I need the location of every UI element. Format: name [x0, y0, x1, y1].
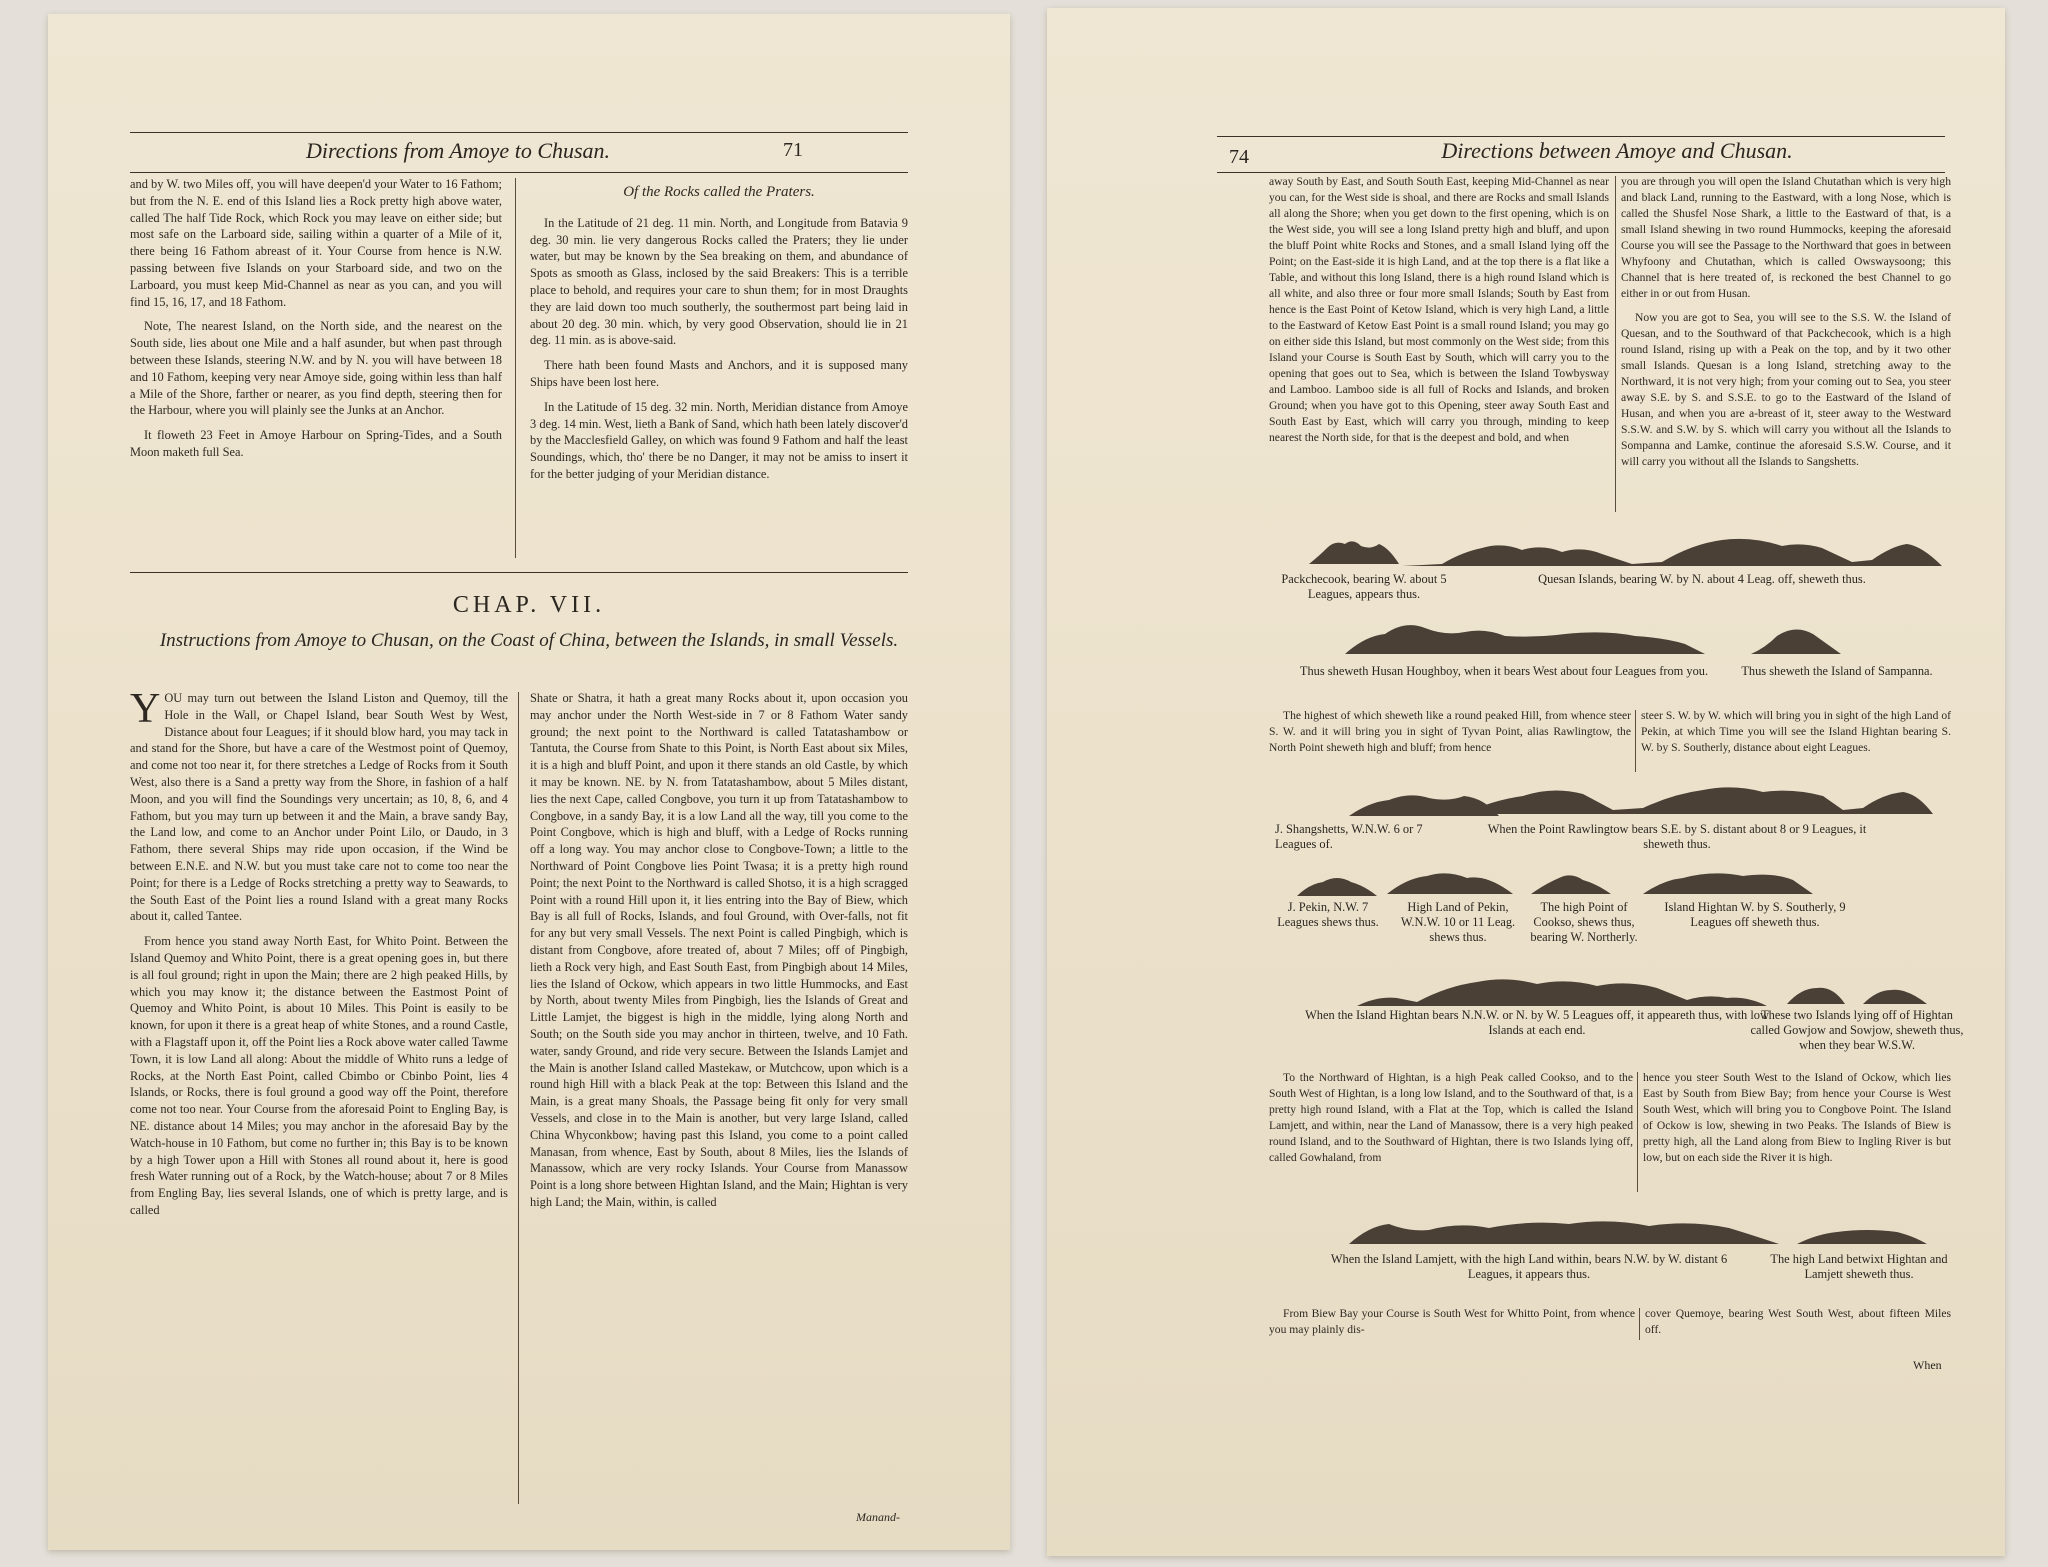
- column-divider: [515, 178, 516, 558]
- paragraph: away South by East, and South South East, keeping Mid-Channel as near you can, for the West side is shoal, and there are Rocks and small Islands all along the Shore; when you get down to the first opening, which is on the West side, you will see a long Island pretty high and bluff, and upon the bluff Point white Rocks and Stones, and a small Island lying off the Point; on the East-side it is high Land, and at the top there is a flat like a Table, and without this long Island, there is a high round Island which is all white, and also three or four more small Islands; South by East from hence is the East Point of Ketow Island, which is very high Land, a little to the Eastward of Ketow East Point is a small round Island; you may go on either side this Island, but most commonly on the West side; from this Island your Course is South East by South, which will carry you to the opening that goes out to Sea, which is between the Island Towbysway and Lamboo. Lamboo side is all full of Rocks and Islands, and broken Ground; when you have got to this Opening, steer away South East and South East by East, which will carry you through, minding to keep nearest the North side, for that is the deepest and bold, and when: [1269, 175, 1609, 444]
- coastal-profile-sampanna: [1751, 622, 1841, 656]
- page-number: 74: [1229, 146, 1249, 168]
- chapter-title: CHAP. VII.: [452, 592, 606, 618]
- chapter-subtitle: Instructions from Amoye to Chusan, on the Coast of China, between the Islands, in small Vessels.: [159, 630, 899, 651]
- column-divider: [1639, 1308, 1640, 1340]
- column-divider: [1637, 1072, 1638, 1192]
- caption-hightan-nnw: When the Island Hightan bears N.N.W. or N. by W. 5 Leagues off, it appeareth thus, with low Islands at each end.: [1305, 1008, 1769, 1037]
- paragraph: To the Northward of Hightan, is a high Peak called Cookso, and to the South West of Hightan, is a long low Island, and to the Southward of that, is a pretty high round Island, with a Flat at the Top, which is called the Island Lamjett, and within, near the Land of Manassow, there is a very high peaked round Island, and to the Southward of Hightan, there is two Islands lying off, called Gowhaland, from: [1269, 1071, 1633, 1164]
- paragraph: The highest of which sheweth like a round peaked Hill, from whence steer S. W. and it will bring you in sight of Tyvan Point, alias Rawlingtow, the North Point sheweth high and bluff; from hence: [1269, 709, 1631, 754]
- paragraph: From Biew Bay your Course is South West for Whitto Point, from whence you may plainly dis-: [1269, 1307, 1635, 1336]
- column-divider: [518, 692, 519, 1504]
- drop-cap: Y: [130, 690, 161, 732]
- caption-husan: Thus sheweth Husan Houghboy, when it bears West about four Leagues from you.: [1299, 664, 1709, 678]
- coastal-profile-pekin-high: [1387, 868, 1513, 896]
- paragraph: Note, The nearest Island, on the North side, and the nearest on the South side, lies about one Mile and a half asunder, but when past through between these Islands, steering N.W. and by N. you will have between 18 and 10 Fathom, keeping very near Amoye side, going within less than half a Mile of the Shore, farther or nearer, as you find depth, steering then for the Harbour, where you will plainly see the Junks at an Anchor.: [130, 319, 502, 418]
- text-column-2: [1621, 174, 1951, 522]
- column-divider: [1615, 176, 1616, 512]
- text-mid-right: [1641, 708, 1951, 780]
- caption-sampanna: Thus sheweth the Island of Sampanna.: [1741, 664, 1933, 678]
- head-rule-top: [1217, 136, 1945, 137]
- paragraph: you are through you will open the Island Chutathan which is very high and black Land, running to the Eastward, with a long Nose, which is called the Shusfel Nose Shark, a little to the Eastward of that, is a small Island shewing in two round Hummocks, keeping the aforesaid Course you will see the Passage to the Northward that goes in between Whyfoony and Chutathan, which is called Owswaysoong; this Channel that is here treated of, is reckoned the best Channel to go either in or out from Husan.: [1621, 175, 1951, 300]
- text-column-1: [130, 176, 502, 566]
- paragraph: In the Latitude of 15 deg. 32 min. North, Meridian distance from Amoye 3 deg. 14 min. West, lieth a Bank of Sand, which hath been lately discover'd by the Macclesfield Galley, on which was found 9 Fathom and half the least Soundings, which, tho' there be no Danger, it may not be amiss to insert it for the better judging of your Meridian distance.: [530, 399, 908, 481]
- paragraph: There hath been found Masts and Anchors, and it is supposed many Ships have been lost here.: [530, 358, 908, 389]
- chapter-rule: [130, 572, 908, 573]
- caption-pekin: J. Pekin, N.W. 7 Leagues shews thus.: [1277, 900, 1379, 929]
- text-low-left: [1269, 1070, 1633, 1202]
- coastal-profile-packchecook: [1309, 536, 1399, 566]
- coastal-profile-hightan-nnw: [1357, 972, 1767, 1008]
- catchword: Manand-: [856, 1510, 900, 1524]
- catchword: When: [1913, 1358, 1942, 1372]
- text-column-1: [1269, 174, 1609, 522]
- caption-lamjett: When the Island Lamjett, with the high Land within, bears N.W. by W. distant 6 Leagues, it appears thus.: [1330, 1252, 1728, 1281]
- running-head: Directions from Amoye to Chusan.: [305, 138, 611, 163]
- paragraph: It floweth 23 Feet in Amoye Harbour on Spring-Tides, and a South Moon maketh full Sea.: [130, 428, 502, 459]
- coastal-profile-hightan-s: [1643, 868, 1813, 896]
- coastal-profile-cookso: [1531, 870, 1611, 896]
- coastal-profile-gowjow: [1787, 978, 1927, 1006]
- paragraph: In the Latitude of 21 deg. 11 min. North, and Longitude from Batavia 9 deg. 30 min. lie very dangerous Rocks called the Praters; they lie under water, but may be known by the Sea breaking on them, and abundance of Spots as smooth as Glass, inclosed by the said Breakers: This is a terrible place to behold, and requires your care to shun them; for in most Draughts they are laid down too much southerly, the southermost part being laid in about 20 deg. 30 min. which, by very good Observation, should lie in 21 deg. 11 min. as is above-said.: [530, 215, 908, 348]
- paragraph: and by W. two Miles off, you will have deepen'd your Water to 16 Fathom; but from the N. E. end of this Island lies a Rock pretty high above water, called The half Tide Rock, which Rock you may leave on either side; but most safe on the Larboard side, sailing within a quarter of a Mile of it, there being 16 Fathom abreast of it. Your Course from hence is N.W. passing between five Islands on your Starboard side, and two on the Larboard, you must keep Mid-Channel as near as you can, and you will find 15, 16, 17, and 18 Fathom.: [130, 177, 502, 309]
- text-column-4: [530, 690, 908, 1510]
- caption-hightan-s: Island Hightan W. by S. Southerly, 9 Leagues off sheweth thus.: [1664, 900, 1846, 929]
- paragraph: cover Quemoye, bearing West South West, about fifteen Miles off.: [1645, 1307, 1951, 1336]
- caption-gowjow: These two Islands lying off of Hightan called Gowjow and Sowjow, sheweth thus, when they bear W.S.W.: [1750, 1008, 1964, 1052]
- text-column-3: [130, 690, 508, 1528]
- page-number: 71: [783, 139, 803, 161]
- left-page: [48, 14, 1010, 1550]
- caption-quesan: Quesan Islands, bearing W. by N. about 4 Leag. off, sheweth thus.: [1538, 572, 1866, 586]
- running-head: Directions between Amoye and Chusan.: [1441, 138, 1793, 163]
- text-foot-left: [1269, 1306, 1635, 1346]
- coastal-profile-rawlingtow: [1463, 780, 1933, 816]
- paragraph: From hence you stand away North East, for Whito Point. Between the Island Quemoy and Whito Point, there is a great opening goes in, but there is all foul ground; right in upon the Main; there are 2 high peaked Hills, by which you may know it; the distance between the Eastmost Point of Quemoy and Whito Point, is about 10 Miles. This Point is easily to be known, for upon it there is a great heap of white Stones, and a round Castle, with a Flagstaff upon it, off the Point lies a Rock above water called Tawme Town, it is low Land all along: About the middle of Whito runs a ledge of Rocks, at the North East Point, called Cbimbo or Cbinbo Point, lies 4 Islands, or Rocks, there is foul ground a good way off the Point, therefore come not too near. Your Course from the aforesaid Point to Engling Bay, is NE. distance about 14 Miles; you may anchor in the aforesaid Bay by the Watch-house in 10 Fathom, but come no further in; this Bay is to be known by a high Tower upon a Hill with Stones all round about it, here is good fresh Water running out of a Rock, by the Watch-house; about 7 or 8 Miles from Engling Bay, lies several Islands, one of which is pretty large, and is called: [130, 934, 508, 1217]
- text-foot-right: [1645, 1306, 1951, 1346]
- head-rule-bottom: [130, 172, 908, 173]
- coastal-profile-betwixt: [1797, 1220, 1927, 1246]
- section-title: Of the Rocks called the Praters.: [623, 184, 815, 200]
- coastal-profile-lamjett: [1349, 1212, 1779, 1246]
- paragraph: Shate or Shatra, it hath a great many Rocks about it, upon occasion you may anchor under the North West-side in 7 or 8 Fathom Water sandy ground; the next point to the Northward is called Tatatashambow or Tantuta, the Course from Shate to this Point, is North East about six Miles, it is a high and bluff Point, and upon it there stands an old Castle, by which it may be known. NE. by N. from Tatatashambow, about 5 Miles distant, lies the next Cape, called Congbove, you turn it up from Tatatashambow to Congbove, in a sandy Bay, it is a low Land all the way, till you come to the Point Congbove, which is high and bluff, with a Ledge of Rocks running off a long way. You may anchor close to Congbove-Town; a little to the Northward of Point Congbove lies Point Twasa; it is a pretty high round Point; the next Point to the Northward is called Shotso, it is a high scragged Point with a round Hill upon it, it lies entring into the Bay of Biew, which Bay is all full of Rocks, Islands, and foul Ground, with Over-falls, not fit for any but very small Vessels. The next Point is called Pingbigh, which is distant from Congbove, afore treated of, about 7 Miles; off of Pingbigh, lieth a Rock very high, and East South East, from Pingbigh about 14 Miles, lies the Island of Ockow, which appears in two little Hummocks, and East by North, about twenty Miles from Pingbigh, lies the Islands of Great and Little Lamjet, the biggest is high in the middle, lying along North and South; on the South side you may anchor in thirteen, twelve, and 10 Fath. water, sandy Ground, and ride very secure. Between the Islands Lamjet and the Main is another Island called Mastekaw, or Mutchcow, upon which is a round high Hill with a black Peak at the top: Between this Island and the Main, is a great many Shoals, the Passage being fit only for very small Vessels, and close in to the Main is another, but very large Island, called China Whyconkbow; having past this Island, you come to a point called Manasan, from whence, East by South, about 8 Miles, lies the Islands of Manassow, which are very rocky Islands. Your Course from Manassow Point is a long shore between Hightan Island, and the Main; Hightan is very high Land; the Main, within, is called: [530, 691, 908, 1209]
- caption-shangshetts: J. Shangshetts, W.N.W. 6 or 7 Leagues of.: [1275, 822, 1423, 851]
- paragraph: steer S. W. by W. which will bring you in sight of the high Land of Pekin, at which Time you will see the Island Hightan bearing S. W. by S. Southerly, distance about eight Leagues.: [1641, 709, 1951, 754]
- caption-cookso: The high Point of Cookso, shews thus, bearing W. Northerly.: [1530, 900, 1638, 944]
- caption-rawlingtow: When the Point Rawlingtow bears S.E. by S. distant about 8 or 9 Leagues, it sheweth thus.: [1487, 822, 1867, 851]
- opening-paragraph: YOU may turn out between the Island Liston and Quemoy, till the Hole in the Wall, or Chapel Island, bear South West by West, Distance about four Leagues; if it should blow hard, you may tack in and stand for the Shore, but have a care of the Westmost point of Quemoy, and come not too near it, for there stretches a Ledge of Rocks from it South West, also there is a Sand a pretty way from the Shore, in fashion of a half Moon, and you will find the Soundings very uncertain; as 10, 8, 6, and 4 Fathom, but you may turn up between it and the Main, a brave sandy Bay, the Land low, and come to an Anchor under Point Lilo, or Daudo, in 3 Fathom, there several Ships may ride upon occasion, if the Wind be between E.N.E. and N.W. but you must take care not to come too near the Point; for there is a Ledge of Rocks stretching a pretty way to Seawards, to the South East of the Point lies a round Island with a great many Rocks about it, called Tantee.: [130, 690, 508, 924]
- paragraph: hence you steer South West to the Island of Ockow, which lies East by South from Biew Bay; from hence your Course is West South West, which will bring you to Congbove Point. The Island of Ockow is low, shewing in two Peaks. The Islands of Biew is pretty high, all the Land along from Biew to Ingling River is but low, but on each side the River it is high.: [1643, 1071, 1951, 1164]
- caption-pekin-high: High Land of Pekin, W.N.W. 10 or 11 Leag. shews thus.: [1400, 900, 1516, 944]
- text-mid-left: [1269, 708, 1631, 780]
- column-divider: [1635, 710, 1636, 772]
- coastal-profile-quesan: [1402, 534, 1942, 568]
- caption-betwixt: The high Land betwixt Hightan and Lamjett sheweth thus.: [1770, 1252, 1948, 1281]
- text-column-2: [530, 176, 908, 566]
- caption-packchecook: Packchecook, bearing W. about 5 Leagues, appears thus.: [1281, 572, 1447, 601]
- head-rule-bottom: [1217, 172, 1945, 173]
- coastal-profile-husan: [1345, 616, 1705, 656]
- text-low-right: [1643, 1070, 1951, 1202]
- coastal-profile-pekin: [1297, 872, 1377, 898]
- right-page: [1047, 8, 2005, 1556]
- paragraph: Now you are got to Sea, you will see to the S.S. W. the Island of Quesan, and to the Southward of that Packchecook, which is a high round Island, rising up with a Peak on the top, and by it two other small Islands. Quesan is a long Island, stretching away to the Northward, it is not very high; from your coming out to Sea, you steer away S.E. by S. and S.S.E. to go to the Eastward of the Island of Husan, and when you are a-breast of it, steer away to the Westward S.S.W. and S.W. by S. which will carry you without all the Islands to Sompanna and Lamke, continue the aforesaid S.S.W. Course, and it will carry you without all the Islands to Sangshetts.: [1621, 311, 1951, 468]
- head-rule-top: [130, 132, 908, 133]
